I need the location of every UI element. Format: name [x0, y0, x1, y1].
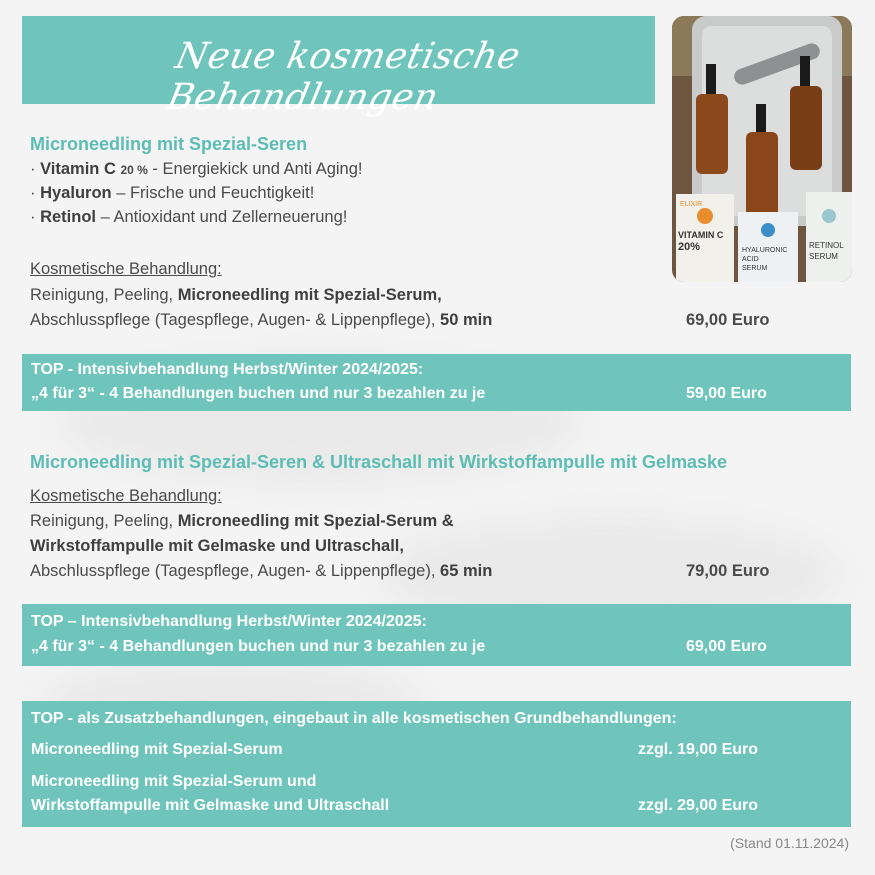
- section1-subheading: Kosmetische Behandlung:: [30, 260, 222, 278]
- section2-price: 79,00 Euro: [686, 562, 770, 580]
- bullet-dot: ·: [30, 184, 36, 202]
- box-retinol-serum-label: SERUM: [809, 252, 838, 261]
- section1-description-line1: [30, 286, 442, 305]
- section1-description-line2: [30, 311, 492, 330]
- desc-bold: Microneedling mit Spezial-Serum &: [177, 512, 454, 530]
- section2-description-line3: [30, 562, 492, 581]
- desc-bold: Wirkstoffampulle mit Gelmaske und Ultraschall,: [30, 537, 404, 555]
- addon-heading: TOP - als Zusatzbehandlungen, eingebaut in alle kosmetischen Grundbehandlungen:: [31, 710, 677, 727]
- offer1-banner: [22, 354, 851, 411]
- addon-item1: Microneedling mit Spezial-Serum: [31, 741, 283, 758]
- addon-banner: [22, 701, 851, 827]
- bullet-name: Vitamin C: [40, 160, 116, 178]
- bullet-dot: ·: [30, 208, 36, 226]
- offer1-line2: „4 für 3“ - 4 Behandlungen buchen und nur 3 bezahlen zu je: [31, 385, 486, 402]
- bullet-dot: ·: [30, 160, 36, 178]
- addon-price2: zzgl. 29,00 Euro: [638, 797, 759, 814]
- section2-subheading: Kosmetische Behandlung:: [30, 487, 222, 505]
- box-acid-label: ACID: [742, 256, 759, 263]
- desc-duration: 50 min: [440, 311, 493, 329]
- bullet-vitamin-c: [30, 160, 362, 179]
- section2-description-line2: [30, 537, 404, 556]
- desc-plain: Abschlusspflege (Tagespflege, Augen- & Lippenpflege),: [30, 311, 441, 329]
- bullet-text: - Energiekick und Anti Aging!: [147, 160, 363, 178]
- desc-bold: Microneedling mit Spezial-Serum,: [177, 286, 442, 304]
- bullet-text: – Frische und Feuchtigkeit!: [111, 184, 315, 202]
- bullet-percent: 20 %: [120, 163, 148, 177]
- box-vitamin-c-label: VITAMIN C: [678, 230, 724, 240]
- offer2-price: 69,00 Euro: [686, 638, 767, 655]
- section1-price: 69,00 Euro: [686, 311, 770, 329]
- desc-duration: 65 min: [440, 562, 493, 580]
- box-hyaluronic-label: HYALURONIC: [742, 247, 788, 254]
- desc-plain: Reinigung, Peeling,: [30, 286, 178, 304]
- offer1-line1: TOP - Intensivbehandlung Herbst/Winter 2024/2025:: [31, 361, 424, 378]
- offer2-banner: [22, 604, 851, 666]
- addon-price1: zzgl. 19,00 Euro: [638, 741, 759, 758]
- section2-heading: Microneedling mit Spezial-Seren & Ultraschall mit Wirkstoffampulle mit Gelmaske: [30, 452, 728, 472]
- title-banner: [22, 16, 655, 118]
- date-note: (Stand 01.11.2024): [730, 835, 849, 851]
- box-serum-label: SERUM: [742, 265, 768, 272]
- bullet-hyaluron: [30, 184, 314, 203]
- bullet-retinol: [30, 208, 347, 227]
- box-vitamin-c-percent: 20%: [678, 241, 701, 253]
- section2-description-line1: [30, 512, 454, 531]
- bullet-name: Hyaluron: [40, 184, 112, 202]
- page-title: Neue kosmetische Behandlungen: [163, 36, 524, 118]
- desc-plain: Abschlusspflege (Tagespflege, Augen- & Lippenpflege),: [30, 562, 441, 580]
- bullet-text: – Antioxidant und Zellerneuerung!: [96, 208, 348, 226]
- box-retinol-label: RETINOL: [809, 241, 844, 250]
- box-brand-label: ELIXIR: [680, 201, 703, 208]
- offer1-price: 59,00 Euro: [686, 385, 767, 402]
- section1-heading: Microneedling mit Spezial-Seren: [30, 134, 308, 154]
- offer2-line1: TOP – Intensivbehandlung Herbst/Winter 2024/2025:: [31, 613, 427, 630]
- bullet-name: Retinol: [40, 208, 97, 226]
- offer2-line2: „4 für 3“ - 4 Behandlungen buchen und nur 3 bezahlen zu je: [31, 638, 486, 655]
- desc-plain: Reinigung, Peeling,: [30, 512, 178, 530]
- product-photo: [672, 16, 852, 282]
- addon-item2-line1: Microneedling mit Spezial-Serum und: [31, 773, 317, 790]
- addon-item2-line2: Wirkstoffampulle mit Gelmaske und Ultraschall: [31, 797, 390, 814]
